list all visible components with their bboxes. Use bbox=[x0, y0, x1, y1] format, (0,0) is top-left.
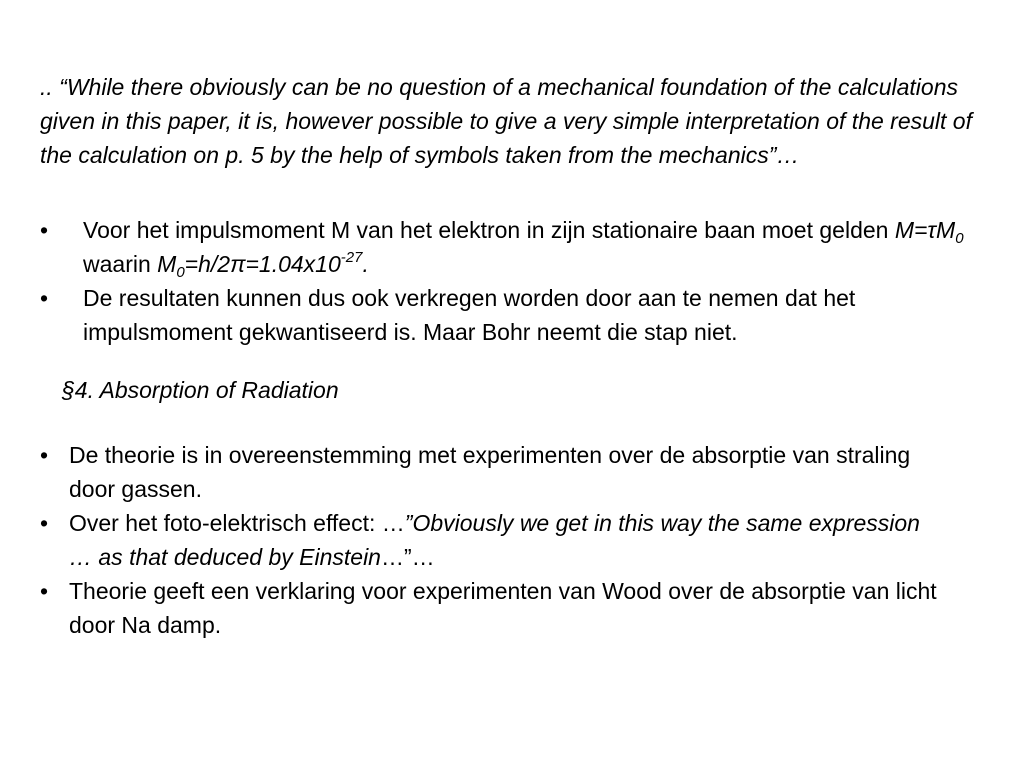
list-item-text: waarin bbox=[83, 251, 151, 277]
list-item-text: Voor het impulsmoment M van het elektron in zijn stationaire baan moet gelden bbox=[83, 217, 889, 243]
list-item bbox=[40, 574, 940, 642]
section-heading: §4. Absorption of Radiation bbox=[62, 377, 339, 403]
list-item bbox=[40, 438, 940, 506]
bullet-icon: • bbox=[40, 578, 49, 604]
list-item-text: …”… bbox=[380, 544, 435, 570]
bullet-list-absorption bbox=[40, 438, 940, 642]
list-item bbox=[40, 281, 1000, 349]
list-item-text: Over het foto-elektrisch effect: … bbox=[69, 510, 405, 536]
bullet-icon: • bbox=[40, 217, 49, 243]
list-item-text: De resultaten kunnen dus ook verkregen worden door aan te nemen dat het impulsmoment gekwantiseerd is. Maar Bohr neemt die stap niet. bbox=[83, 285, 856, 345]
einstein-quote: ”Obviously we get in this way the same expression … as that deduced by Einstein bbox=[69, 510, 920, 570]
bullet-icon: • bbox=[40, 442, 49, 468]
quote-paragraph: .. “While there obviously can be no question of a mechanical foundation of the calculations given in this paper, it is, however possible to give a very simple interpretation of the result of the calculation on p. 5 by the help of symbols taken from the mechanics”… bbox=[40, 74, 972, 168]
bullet-list-bohr bbox=[40, 213, 1000, 349]
list-item bbox=[40, 213, 1000, 281]
formula-m0: $M_0=h/2\pi=1.04x10^{-27}$. bbox=[157, 249, 369, 281]
list-item-text: De theorie is in overeenstemming met experimenten over de absorptie van straling door gassen. bbox=[69, 442, 911, 502]
list-item-text: Theorie geeft een verklaring voor experimenten van Wood over de absorptie van licht door Na damp. bbox=[69, 578, 937, 638]
bullet-icon: • bbox=[40, 285, 49, 311]
formula-angular-momentum: $M=\tau M_0$ bbox=[894, 217, 964, 247]
list-item bbox=[40, 506, 940, 574]
bullet-icon: • bbox=[40, 510, 49, 536]
